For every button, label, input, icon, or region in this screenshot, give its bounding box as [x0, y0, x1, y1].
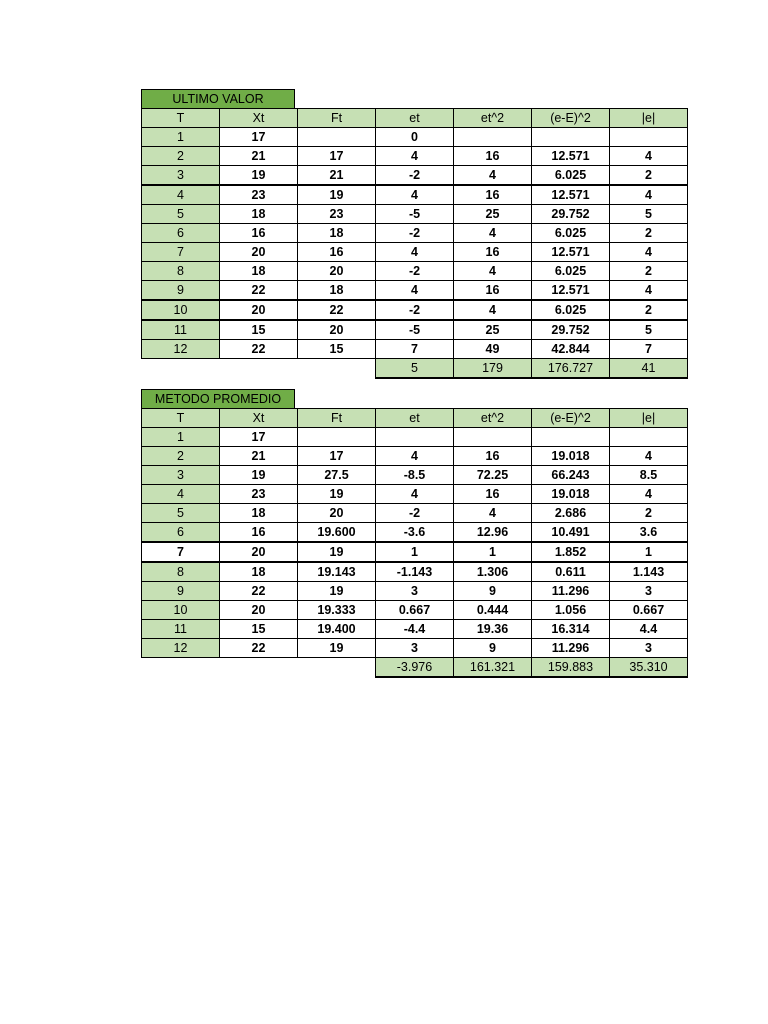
table-cell: 22 [220, 582, 298, 601]
table-cell: 3.6 [610, 523, 688, 543]
table-cell: 17 [298, 147, 376, 166]
table-cell: 4 [376, 485, 454, 504]
table-cell: 1 [142, 428, 220, 447]
table-cell: 22 [298, 300, 376, 320]
table-cell: 42.844 [532, 340, 610, 359]
table-cell: 9 [454, 639, 532, 658]
table-cell: 4 [610, 147, 688, 166]
table-cell: 15 [220, 620, 298, 639]
table-cell: 11.296 [532, 639, 610, 658]
table-cell: 18 [298, 281, 376, 301]
table-row [142, 523, 688, 543]
table-cell: 20 [298, 504, 376, 523]
table-cell: 2 [610, 504, 688, 523]
table-cell: 4 [454, 300, 532, 320]
table-cell: 2 [610, 300, 688, 320]
table-cell: 1.056 [532, 601, 610, 620]
table-cell: 27.5 [298, 466, 376, 485]
column-header: |e| [610, 109, 688, 128]
table-cell: 4 [610, 447, 688, 466]
metodo-promedio-table [141, 408, 688, 678]
ultimo-valor-section [141, 89, 688, 379]
table-cell: 1.852 [532, 542, 610, 562]
table-cell: 49 [454, 340, 532, 359]
table-cell: 12.571 [532, 281, 610, 301]
table-cell [298, 128, 376, 147]
table-cell: 16 [454, 485, 532, 504]
table-cell: 11 [142, 320, 220, 340]
column-header: et [376, 109, 454, 128]
table-cell: 16 [220, 224, 298, 243]
table-cell: 1 [610, 542, 688, 562]
table-cell: 19.600 [298, 523, 376, 543]
table-cell: 12 [142, 340, 220, 359]
table-row [142, 466, 688, 485]
table-cell: 5 [142, 504, 220, 523]
column-header: (e-E)^2 [532, 409, 610, 428]
total-cell: -3.976 [376, 658, 454, 678]
header-row [142, 109, 688, 128]
table-cell: 7 [142, 542, 220, 562]
table-cell: 2 [610, 262, 688, 281]
table-cell: 11 [142, 620, 220, 639]
table-cell: 4 [376, 281, 454, 301]
table-row [142, 620, 688, 639]
table-cell: 12 [142, 639, 220, 658]
table-cell: 19.018 [532, 447, 610, 466]
table-cell: 8 [142, 262, 220, 281]
table-cell: 1 [454, 542, 532, 562]
table-cell [610, 428, 688, 447]
table-cell: 17 [298, 447, 376, 466]
table-cell: 1 [142, 128, 220, 147]
table-cell: 4 [454, 224, 532, 243]
table-cell: -1.143 [376, 562, 454, 582]
table-cell [532, 128, 610, 147]
table-cell: 0.667 [376, 601, 454, 620]
table-cell: 20 [298, 262, 376, 281]
column-header: et^2 [454, 109, 532, 128]
table-cell: 25 [454, 205, 532, 224]
table-cell: -4.4 [376, 620, 454, 639]
table-cell: 4 [610, 243, 688, 262]
table-cell [532, 428, 610, 447]
table-cell: -2 [376, 300, 454, 320]
table-cell: 16 [454, 243, 532, 262]
column-header: (e-E)^2 [532, 109, 610, 128]
table-cell: 6.025 [532, 224, 610, 243]
table-cell: 16.314 [532, 620, 610, 639]
table-cell: 20 [220, 601, 298, 620]
table-cell: 5 [610, 320, 688, 340]
table-cell: 16 [454, 281, 532, 301]
table-cell: 18 [220, 205, 298, 224]
table-cell: 19 [298, 185, 376, 205]
table-cell: 20 [220, 243, 298, 262]
empty-cell [142, 359, 220, 379]
table-cell: 6 [142, 224, 220, 243]
table-cell: 7 [376, 340, 454, 359]
table-cell: 19 [298, 582, 376, 601]
table-row [142, 281, 688, 301]
table-cell: -5 [376, 205, 454, 224]
table-cell: 10 [142, 601, 220, 620]
table-cell: 20 [220, 300, 298, 320]
table-cell: 16 [298, 243, 376, 262]
table-row [142, 485, 688, 504]
table-cell: 8.5 [610, 466, 688, 485]
table-cell: 9 [142, 582, 220, 601]
empty-cell [220, 359, 298, 379]
table-cell: 12.96 [454, 523, 532, 543]
table-cell: 4 [454, 504, 532, 523]
table-cell: 0.667 [610, 601, 688, 620]
table-cell: 4.4 [610, 620, 688, 639]
table-cell: 72.25 [454, 466, 532, 485]
table-cell: 19 [298, 542, 376, 562]
table-cell: 12.571 [532, 243, 610, 262]
table-cell: 23 [298, 205, 376, 224]
table-cell: 4 [142, 185, 220, 205]
table-row [142, 128, 688, 147]
table-cell: 4 [610, 185, 688, 205]
table-cell [298, 428, 376, 447]
table-cell: 3 [142, 166, 220, 186]
table-cell: 16 [454, 147, 532, 166]
table-cell: 19.400 [298, 620, 376, 639]
table-cell: 16 [454, 447, 532, 466]
table-cell: 9 [454, 582, 532, 601]
table-cell: 19 [298, 639, 376, 658]
total-cell: 161.321 [454, 658, 532, 678]
table-cell: 0.444 [454, 601, 532, 620]
table-cell: 22 [220, 340, 298, 359]
table-cell: 3 [610, 582, 688, 601]
total-cell: 159.883 [532, 658, 610, 678]
table-cell: 15 [220, 320, 298, 340]
total-cell: 5 [376, 359, 454, 379]
table-cell: -5 [376, 320, 454, 340]
table-row [142, 205, 688, 224]
total-cell: 41 [610, 359, 688, 379]
column-header: Xt [220, 109, 298, 128]
table-cell: -2 [376, 166, 454, 186]
table-cell: 25 [454, 320, 532, 340]
table-cell: 29.752 [532, 205, 610, 224]
table-row [142, 601, 688, 620]
table-cell: 21 [220, 447, 298, 466]
table-cell: 4 [454, 166, 532, 186]
table-cell: 2 [142, 447, 220, 466]
table-cell [610, 128, 688, 147]
table-cell: 16 [454, 185, 532, 205]
table-row [142, 147, 688, 166]
table-row [142, 166, 688, 186]
header-row [142, 409, 688, 428]
table-cell: 9 [142, 281, 220, 301]
table-cell: 11.296 [532, 582, 610, 601]
table-cell: -8.5 [376, 466, 454, 485]
table-cell: 3 [610, 639, 688, 658]
table-row [142, 582, 688, 601]
table-cell: 2 [610, 224, 688, 243]
table-cell: 2 [610, 166, 688, 186]
table-cell: 2.686 [532, 504, 610, 523]
table-cell: 4 [376, 147, 454, 166]
column-header: |e| [610, 409, 688, 428]
table-row [142, 428, 688, 447]
metodo-promedio-section [141, 389, 688, 678]
table-row [142, 243, 688, 262]
table-cell: 19.333 [298, 601, 376, 620]
table-cell: 7 [142, 243, 220, 262]
table-row [142, 262, 688, 281]
table-cell: 1.306 [454, 562, 532, 582]
table-cell: 4 [610, 281, 688, 301]
table-cell: 0.611 [532, 562, 610, 582]
table-row [142, 542, 688, 562]
table-row [142, 320, 688, 340]
empty-cell [220, 658, 298, 678]
table-cell [454, 428, 532, 447]
table-cell: 10 [142, 300, 220, 320]
table-cell: 17 [220, 128, 298, 147]
table-cell: 3 [142, 466, 220, 485]
table-cell: 19 [220, 166, 298, 186]
table-cell: 15 [298, 340, 376, 359]
table-row [142, 224, 688, 243]
table-cell: 23 [220, 185, 298, 205]
column-header: et [376, 409, 454, 428]
table-cell: 21 [298, 166, 376, 186]
table-cell: 29.752 [532, 320, 610, 340]
table-cell: 22 [220, 639, 298, 658]
column-header: et^2 [454, 409, 532, 428]
table-cell: 17 [220, 428, 298, 447]
table-cell: 18 [220, 504, 298, 523]
table-title: METODO PROMEDIO [141, 389, 295, 408]
table-cell: 20 [298, 320, 376, 340]
table-row [142, 639, 688, 658]
table-cell: 7 [610, 340, 688, 359]
column-header: Ft [298, 409, 376, 428]
table-cell: -2 [376, 262, 454, 281]
table-cell: 16 [220, 523, 298, 543]
table-cell: 6.025 [532, 300, 610, 320]
totals-row [142, 658, 688, 678]
table-row [142, 300, 688, 320]
table-cell: -2 [376, 224, 454, 243]
table-row [142, 562, 688, 582]
table-cell: 22 [220, 281, 298, 301]
table-row [142, 504, 688, 523]
table-cell: 19 [298, 485, 376, 504]
table-title: ULTIMO VALOR [141, 89, 295, 108]
column-header: T [142, 409, 220, 428]
table-cell: 4 [376, 447, 454, 466]
empty-cell [298, 658, 376, 678]
table-cell: 5 [142, 205, 220, 224]
table-row [142, 185, 688, 205]
table-cell: 19 [220, 466, 298, 485]
table-cell: 19.018 [532, 485, 610, 504]
ultimo-valor-table [141, 108, 688, 379]
table-cell: 10.491 [532, 523, 610, 543]
table-cell: 19.143 [298, 562, 376, 582]
table-cell: 19.36 [454, 620, 532, 639]
table-cell: -3.6 [376, 523, 454, 543]
total-cell: 179 [454, 359, 532, 379]
table-cell: 18 [220, 562, 298, 582]
table-row [142, 340, 688, 359]
table-cell: 8 [142, 562, 220, 582]
table-cell: 1 [376, 542, 454, 562]
table-cell: 4 [376, 185, 454, 205]
table-cell: 4 [610, 485, 688, 504]
table-cell: 2 [142, 147, 220, 166]
table-cell [454, 128, 532, 147]
table-cell: 12.571 [532, 185, 610, 205]
total-cell: 35.310 [610, 658, 688, 678]
table-cell [376, 428, 454, 447]
table-cell: 18 [298, 224, 376, 243]
table-cell: 6 [142, 523, 220, 543]
table-row [142, 447, 688, 466]
table-cell: 4 [376, 243, 454, 262]
empty-cell [142, 658, 220, 678]
table-cell: -2 [376, 504, 454, 523]
table-cell: 23 [220, 485, 298, 504]
table-cell: 4 [454, 262, 532, 281]
table-cell: 0 [376, 128, 454, 147]
table-cell: 66.243 [532, 466, 610, 485]
table-cell: 18 [220, 262, 298, 281]
empty-cell [298, 359, 376, 379]
table-cell: 21 [220, 147, 298, 166]
table-cell: 3 [376, 582, 454, 601]
column-header: T [142, 109, 220, 128]
table-cell: 5 [610, 205, 688, 224]
table-cell: 20 [220, 542, 298, 562]
table-cell: 3 [376, 639, 454, 658]
table-cell: 6.025 [532, 262, 610, 281]
column-header: Ft [298, 109, 376, 128]
totals-row [142, 359, 688, 379]
total-cell: 176.727 [532, 359, 610, 379]
table-cell: 4 [142, 485, 220, 504]
table-cell: 6.025 [532, 166, 610, 186]
column-header: Xt [220, 409, 298, 428]
table-cell: 1.143 [610, 562, 688, 582]
table-cell: 12.571 [532, 147, 610, 166]
